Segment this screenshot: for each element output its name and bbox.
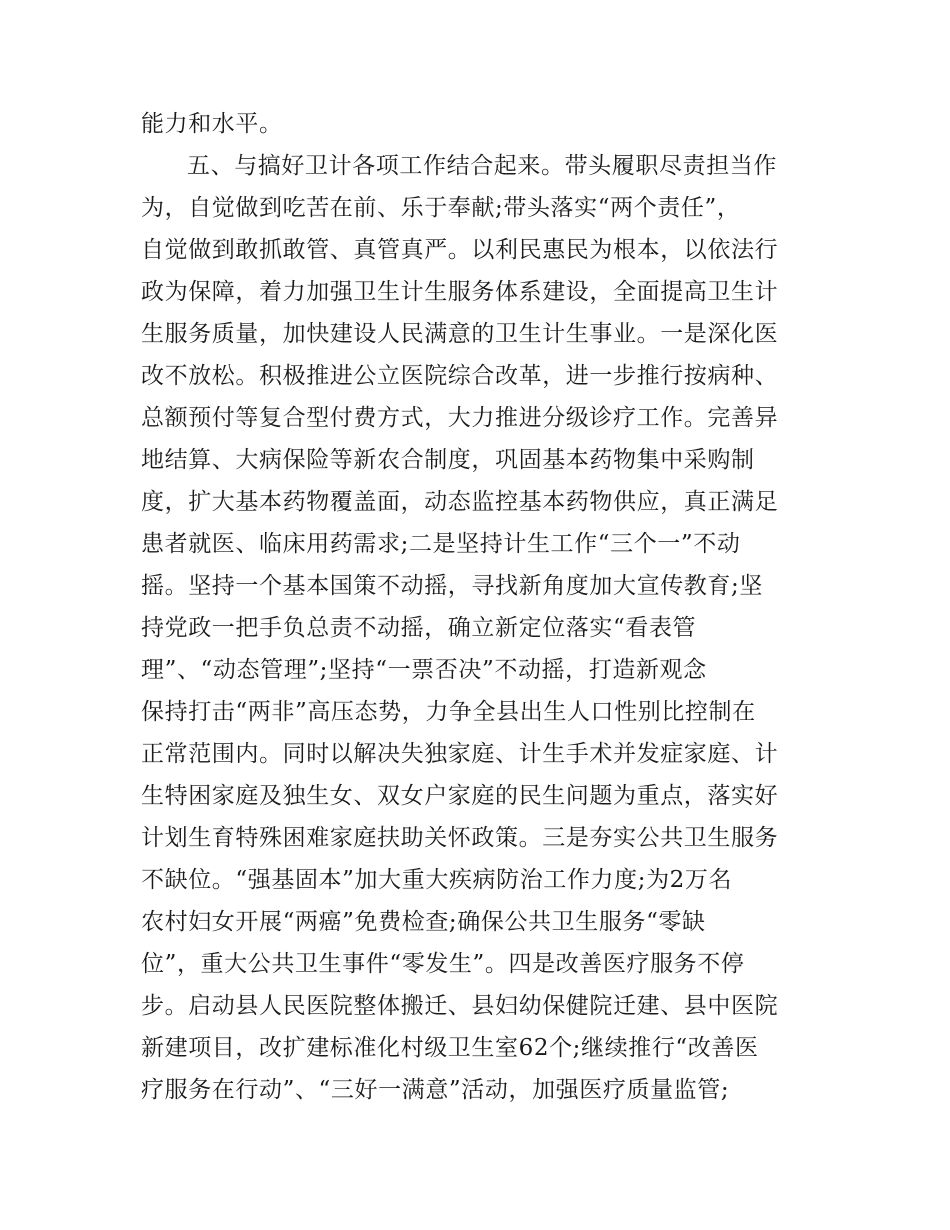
text-line: 持党政一把手负总责不动摇，确立新定位落实“看表管 [141,615,697,641]
body-text [141,103,821,1111]
text-line: 患者就医、临床用药需求;二是坚持计生工作“三个一”不动 [141,531,741,557]
text-line: 理”、“动态管理”;坚持“一票否决”不动摇，打造新观念 [141,657,707,683]
text-line: 为，自觉做到吃苦在前、乐于奉献;带头落实“两个责任”， [141,195,741,221]
text-line: 度，扩大基本药物覆盖面，动态监控基本药物供应，真正满足 [141,489,779,515]
text-line: 改不放松。积极推进公立医院综合改革，进一步推行按病种、 [141,363,779,389]
text-line: 位”，重大公共卫生事件“零发生”。四是改善医疗服务不停 [141,951,745,977]
text-line: 疗服务在行动”、“三好一满意”活动，加强医疗质量监管; [141,1077,730,1103]
text-line: 农村妇女开展“两癌”免费检查;确保公共卫生服务“零缺 [141,909,706,935]
text-line: 政为保障，着力加强卫生计生服务体系建设，全面提高卫生计 [141,279,779,305]
text-line: 保持打击“两非”高压态势，力争全县出生人口性别比控制在 [141,699,756,725]
text-line: 正常范围内。同时以解决失独家庭、计生手术并发症家庭、计 [141,741,779,767]
text-line: 自觉做到敢抓敢管、真管真严。以利民惠民为根本，以依法行 [141,237,779,263]
text-line: 五、与搞好卫计各项工作结合起来。带头履职尽责担当作 [187,153,777,179]
text-line: 能力和水平。 [141,111,283,137]
text-line: 生特困家庭及独生女、双女户家庭的民生问题为重点，落实好 [141,783,779,809]
text-line: 新建项目，改扩建标准化村级卫生室62个;继续推行“改善医 [141,1035,759,1061]
text-line: 地结算、大病保险等新农合制度，巩固基本药物集中采购制 [141,447,755,473]
text-line: 计划生育特殊困难家庭扶助关怀政策。三是夯实公共卫生服务 [141,825,779,851]
text-line: 步。启动县人民医院整体搬迁、县妇幼保健院迁建、县中医院 [141,993,779,1019]
text-line: 不缺位。“强基固本”加大重大疾病防治工作力度;为2万名 [141,867,733,893]
text-line: 总额预付等复合型付费方式，大力推进分级诊疗工作。完善异 [141,405,779,431]
text-line: 生服务质量，加快建设人民满意的卫生计生事业。一是深化医 [141,321,779,347]
text-line: 摇。坚持一个基本国策不动摇，寻找新角度加大宣传教育;坚 [141,573,763,599]
